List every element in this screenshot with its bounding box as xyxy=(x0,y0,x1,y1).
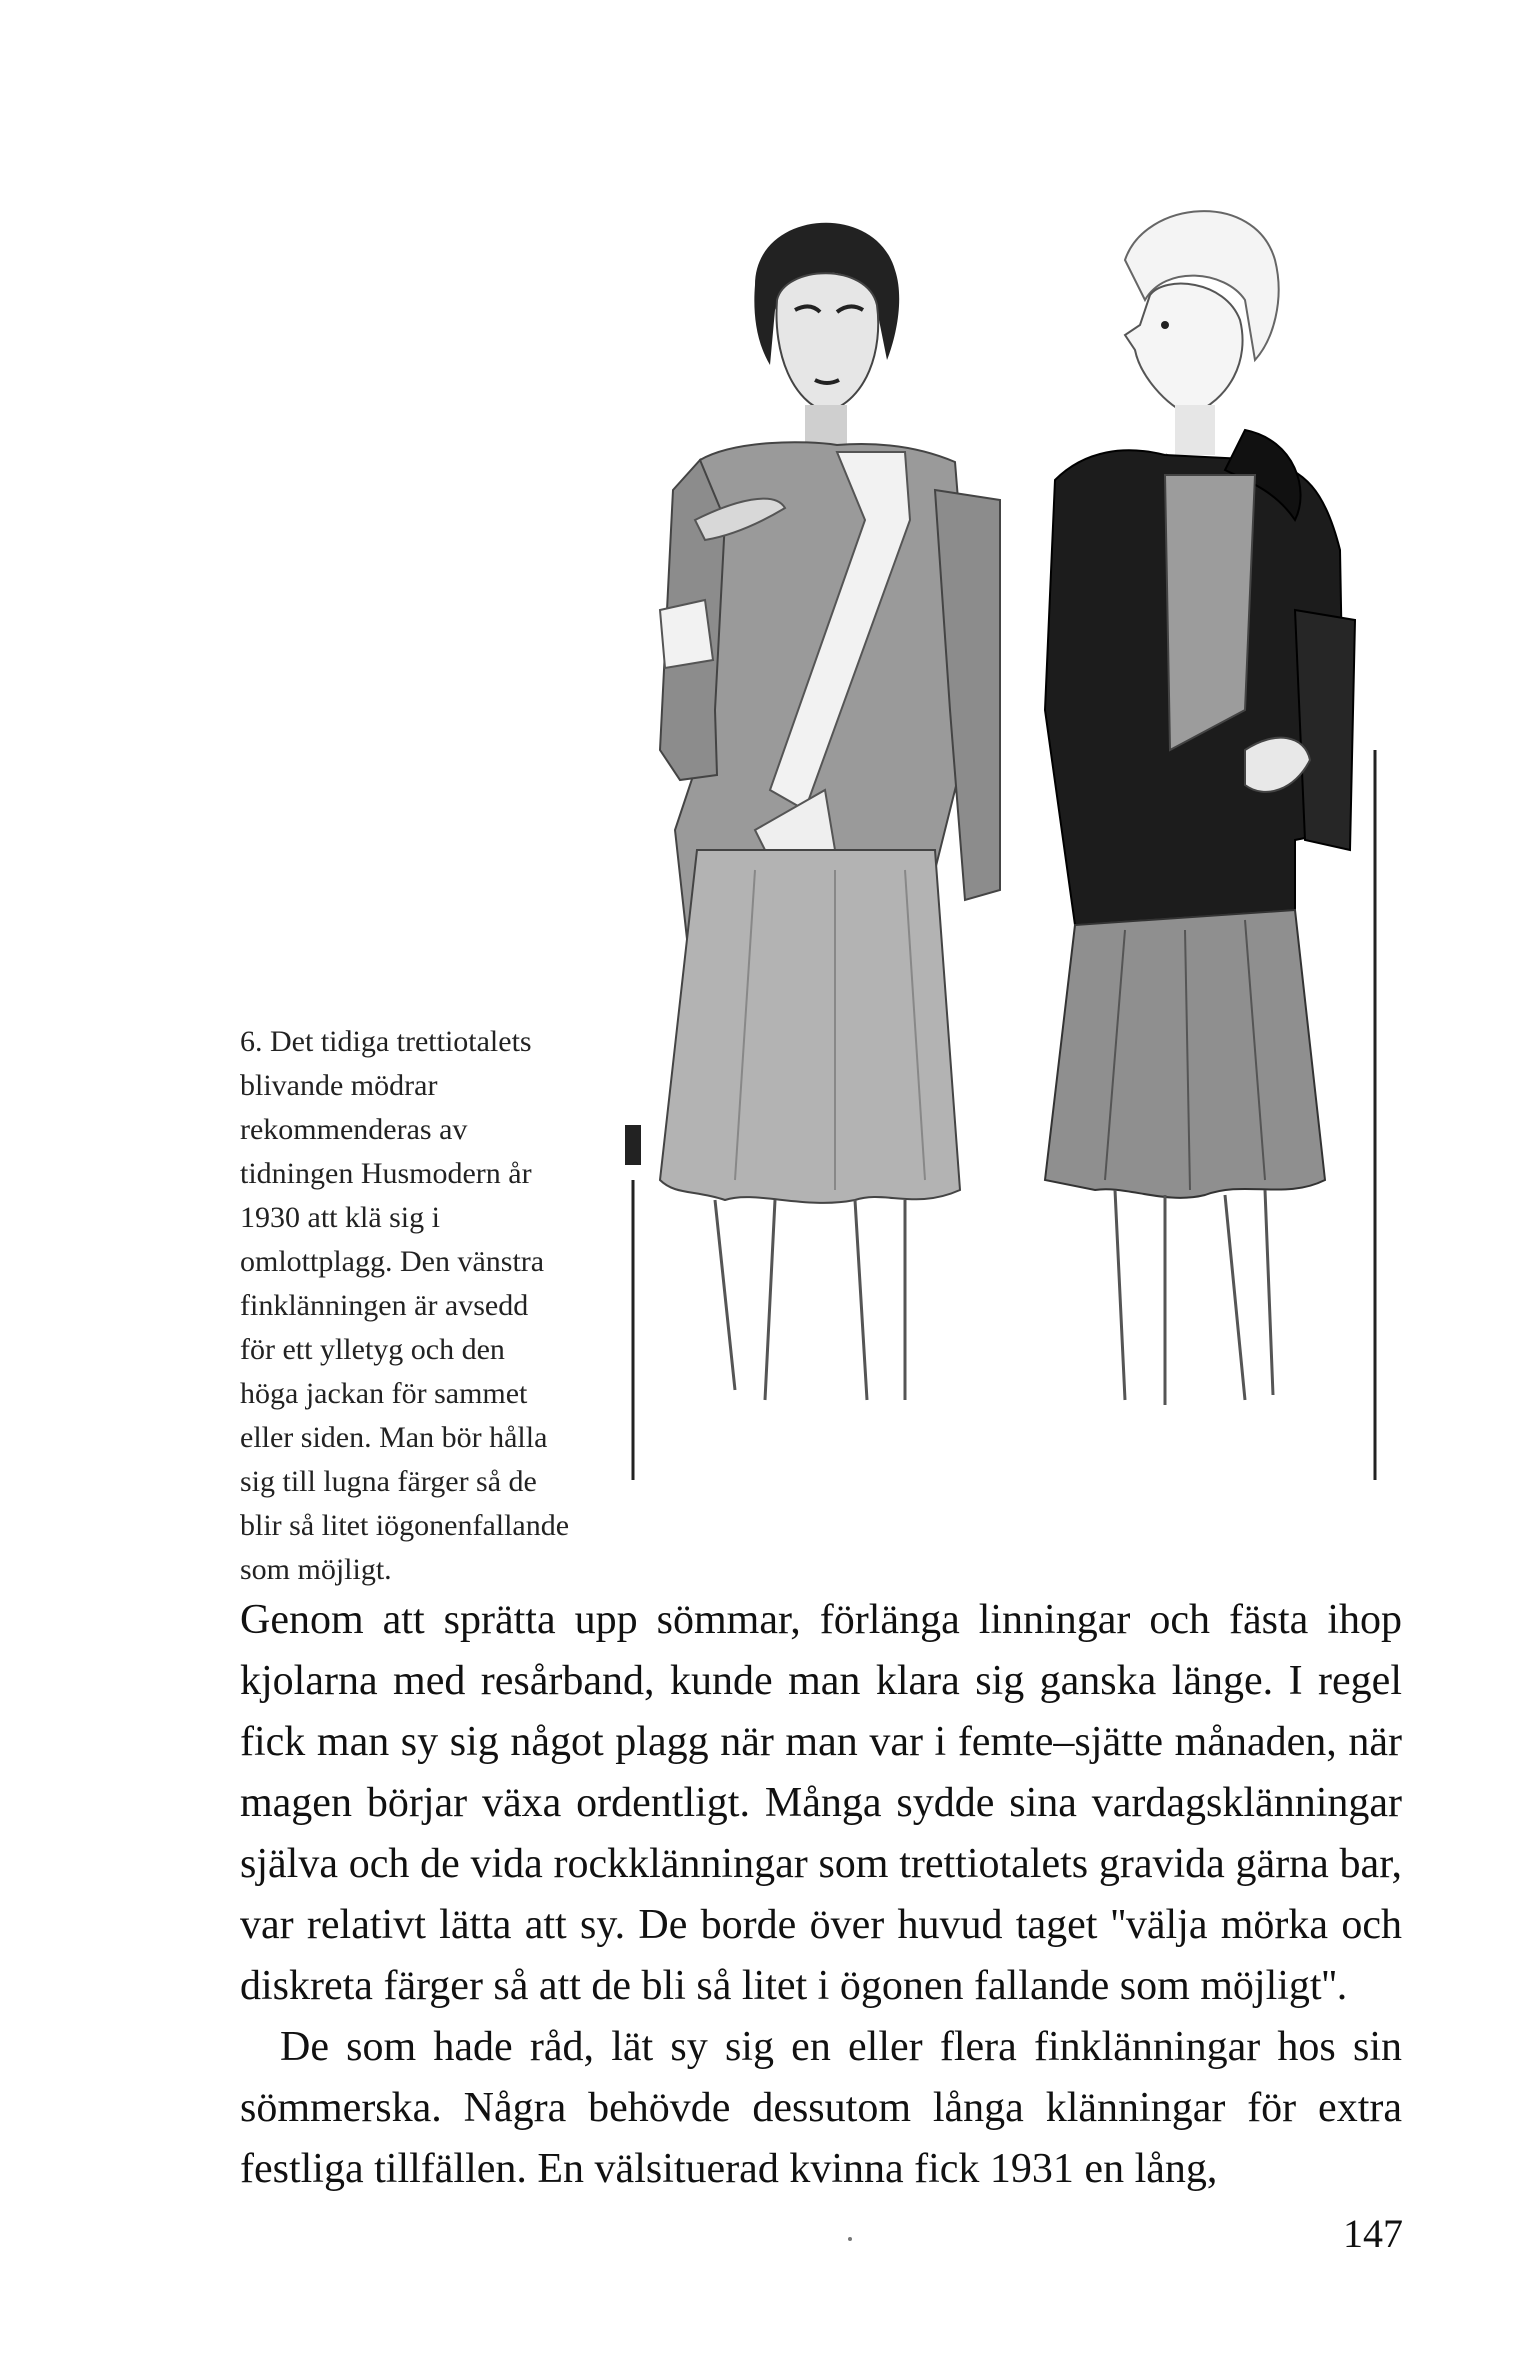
body-text xyxy=(240,1590,1402,2200)
page-number: 147 xyxy=(1343,2211,1403,2256)
print-speck xyxy=(848,2237,852,2241)
figure-caption: 6. Det tidiga trettiotalets blivande mödrar rekommenderas av tidningen Husmodern år 1930 att klä sig i omlottplagg. Den vänstra finklänningen är avsedd för ett ylletyg och den höga jackan för sammet eller siden. Man bör hålla sig till lugna färger så de blir så litet iögonenfallande som möjligt. xyxy=(240,1025,570,1586)
paragraph: De som hade råd, lät sy sig en eller flera finklänningar hos sin sömmerska. Några behövde dessutom långa klänningar för extra festliga tillfällen. En välsituerad kvinna fick 1931 en lång, xyxy=(240,2024,1402,2192)
paragraph: Genom att sprätta upp sömmar, förlänga linningar och fästa ihop kjolarna med resårband, kunde man klara sig ganska länge. I regel fick man sy sig något plagg när man var i femte–sjätte månaden, när magen börjar växa ordentligt. Många sydde sina vardagsklänningar själva och de vida rockklänningar som trettiotalets gravida gärna bar, var relativt lätta att sy. De borde över huvud taget ''välja mörka och diskreta färger så att de bli så litet i ögonen fallande som möjligt''. xyxy=(240,1597,1402,2009)
fashion-illustration xyxy=(605,190,1405,1485)
